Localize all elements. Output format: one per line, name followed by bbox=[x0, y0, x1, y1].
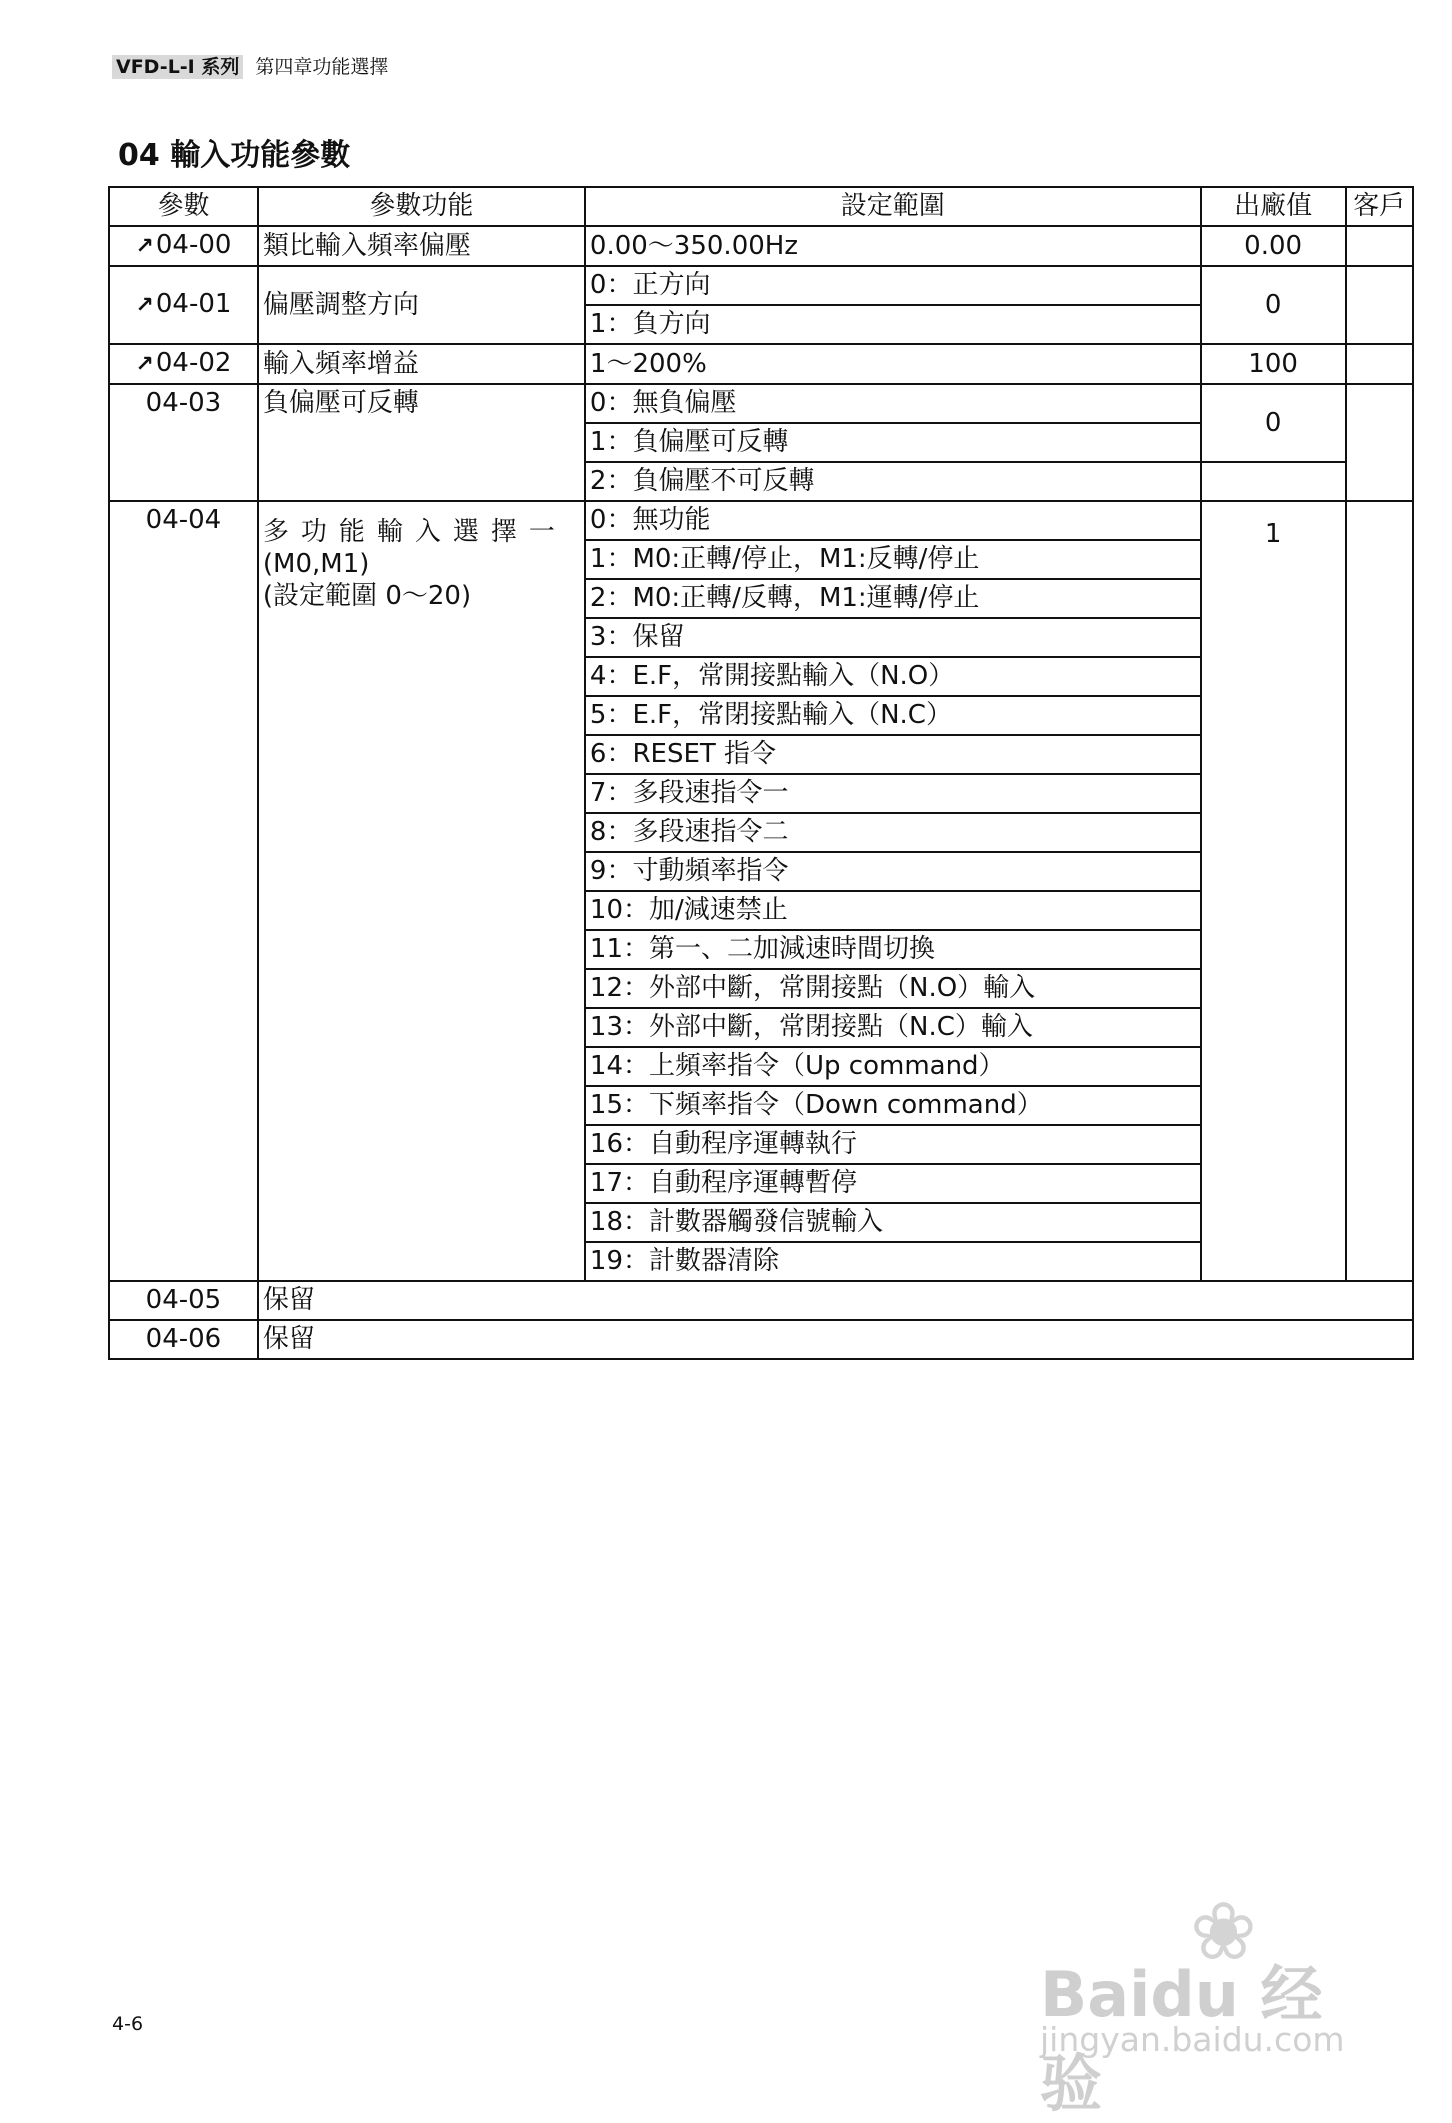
table-row bbox=[109, 344, 1413, 384]
header-function: 參數功能 bbox=[258, 187, 585, 226]
param-range-option: 0：無負偏壓 bbox=[585, 384, 1201, 423]
param-range-option: 0：正方向 bbox=[585, 266, 1201, 305]
param-default: 0.00 bbox=[1201, 226, 1346, 266]
function-line: (設定範圍 0～20) bbox=[262, 581, 472, 611]
param-range-option: 5：E.F，常閉接點輸入（N.C） bbox=[585, 696, 1201, 735]
param-range-option: 7：多段速指令一 bbox=[585, 774, 1201, 813]
table-row bbox=[109, 384, 1413, 423]
header-code: 參數 bbox=[109, 187, 258, 226]
param-default-empty bbox=[1201, 462, 1346, 501]
param-function: 負偏壓可反轉 bbox=[258, 384, 585, 501]
param-range-option: 1：負方向 bbox=[585, 305, 1201, 344]
param-function: 保留 bbox=[258, 1320, 1413, 1359]
param-range-option: 2：負偏壓不可反轉 bbox=[585, 462, 1201, 501]
param-function: 偏壓調整方向 bbox=[258, 266, 585, 344]
param-default: 0 bbox=[1201, 384, 1346, 462]
param-customer bbox=[1346, 344, 1413, 384]
run-change-icon: ↗ bbox=[135, 352, 154, 377]
param-range-option: 2：M0:正轉/反轉，M1:運轉/停止 bbox=[585, 579, 1201, 618]
param-default: 0 bbox=[1201, 266, 1346, 344]
table-row bbox=[109, 1281, 1413, 1320]
param-customer bbox=[1346, 384, 1413, 501]
param-range-option: 17：自動程序運轉暫停 bbox=[585, 1164, 1201, 1203]
series-label: VFD-L-I 系列 bbox=[112, 55, 243, 79]
param-range-option: 0：無功能 bbox=[585, 501, 1201, 540]
param-code: ↗04-02 bbox=[109, 344, 258, 384]
param-range: 0.00～350.00Hz bbox=[585, 226, 1201, 266]
param-code: 04-05 bbox=[109, 1281, 258, 1320]
watermark-url: jingyan.baidu.com bbox=[1040, 2020, 1345, 2059]
param-function: 輸入頻率增益 bbox=[258, 344, 585, 384]
param-range-option: 11：第一、二加減速時間切換 bbox=[585, 930, 1201, 969]
param-range-option: 4：E.F，常開接點輸入（N.O） bbox=[585, 657, 1201, 696]
function-line: 多功能輸入選擇一 bbox=[262, 517, 567, 547]
table-row bbox=[109, 501, 1413, 540]
param-default: 100 bbox=[1201, 344, 1346, 384]
param-range-option: 18：計數器觸發信號輸入 bbox=[585, 1203, 1201, 1242]
baidu-watermark bbox=[1040, 1885, 1380, 2120]
param-function bbox=[258, 501, 585, 1281]
table-row bbox=[109, 226, 1413, 266]
param-customer bbox=[1346, 266, 1413, 344]
param-range-option: 15：下頻率指令（Down command） bbox=[585, 1086, 1201, 1125]
parameter-table bbox=[108, 186, 1414, 1360]
header-range: 設定範圍 bbox=[585, 187, 1201, 226]
param-code: 04-03 bbox=[109, 384, 258, 501]
param-range: 1～200% bbox=[585, 344, 1201, 384]
param-range-option: 14：上頻率指令（Up command） bbox=[585, 1047, 1201, 1086]
param-customer bbox=[1346, 226, 1413, 266]
param-range-option: 13：外部中斷，常閉接點（N.C）輸入 bbox=[585, 1008, 1201, 1047]
param-range-option: 1：負偏壓可反轉 bbox=[585, 423, 1201, 462]
table-row bbox=[109, 1320, 1413, 1359]
param-function: 保留 bbox=[258, 1281, 1413, 1320]
param-range-option: 12：外部中斷，常開接點（N.O）輸入 bbox=[585, 969, 1201, 1008]
param-range-option: 19：計數器清除 bbox=[585, 1242, 1201, 1281]
run-change-icon: ↗ bbox=[135, 293, 154, 318]
param-range-option: 3：保留 bbox=[585, 618, 1201, 657]
watermark-brand: Baidu 经验 bbox=[1040, 1958, 1323, 2120]
chapter-label: 第四章功能選擇 bbox=[255, 56, 389, 78]
page-header bbox=[112, 52, 388, 79]
run-change-icon: ↗ bbox=[135, 234, 154, 259]
paw-icon: ❀ bbox=[1190, 1885, 1258, 1978]
param-code: ↗04-00 bbox=[109, 226, 258, 266]
param-customer bbox=[1346, 501, 1413, 1281]
param-range-option: 16：自動程序運轉執行 bbox=[585, 1125, 1201, 1164]
function-line: (M0,M1) bbox=[262, 549, 370, 579]
param-code: 04-06 bbox=[109, 1320, 258, 1359]
param-default: 1 bbox=[1201, 501, 1346, 1281]
page-number: 4-6 bbox=[112, 2013, 144, 2035]
param-range-option: 8：多段速指令二 bbox=[585, 813, 1201, 852]
header-customer: 客戶 bbox=[1346, 187, 1413, 226]
param-range-option: 1：M0:正轉/停止，M1:反轉/停止 bbox=[585, 540, 1201, 579]
param-range-option: 6：RESET 指令 bbox=[585, 735, 1201, 774]
param-code: ↗04-01 bbox=[109, 266, 258, 344]
param-function: 類比輸入頻率偏壓 bbox=[258, 226, 585, 266]
param-code: 04-04 bbox=[109, 501, 258, 1281]
header-default: 出廠值 bbox=[1201, 187, 1346, 226]
param-range-option: 9：寸動頻率指令 bbox=[585, 852, 1201, 891]
table-row bbox=[109, 266, 1413, 305]
param-range-option: 10：加/減速禁止 bbox=[585, 891, 1201, 930]
table-header-row bbox=[109, 187, 1413, 226]
section-title: 04 輸入功能參數 bbox=[118, 138, 351, 173]
